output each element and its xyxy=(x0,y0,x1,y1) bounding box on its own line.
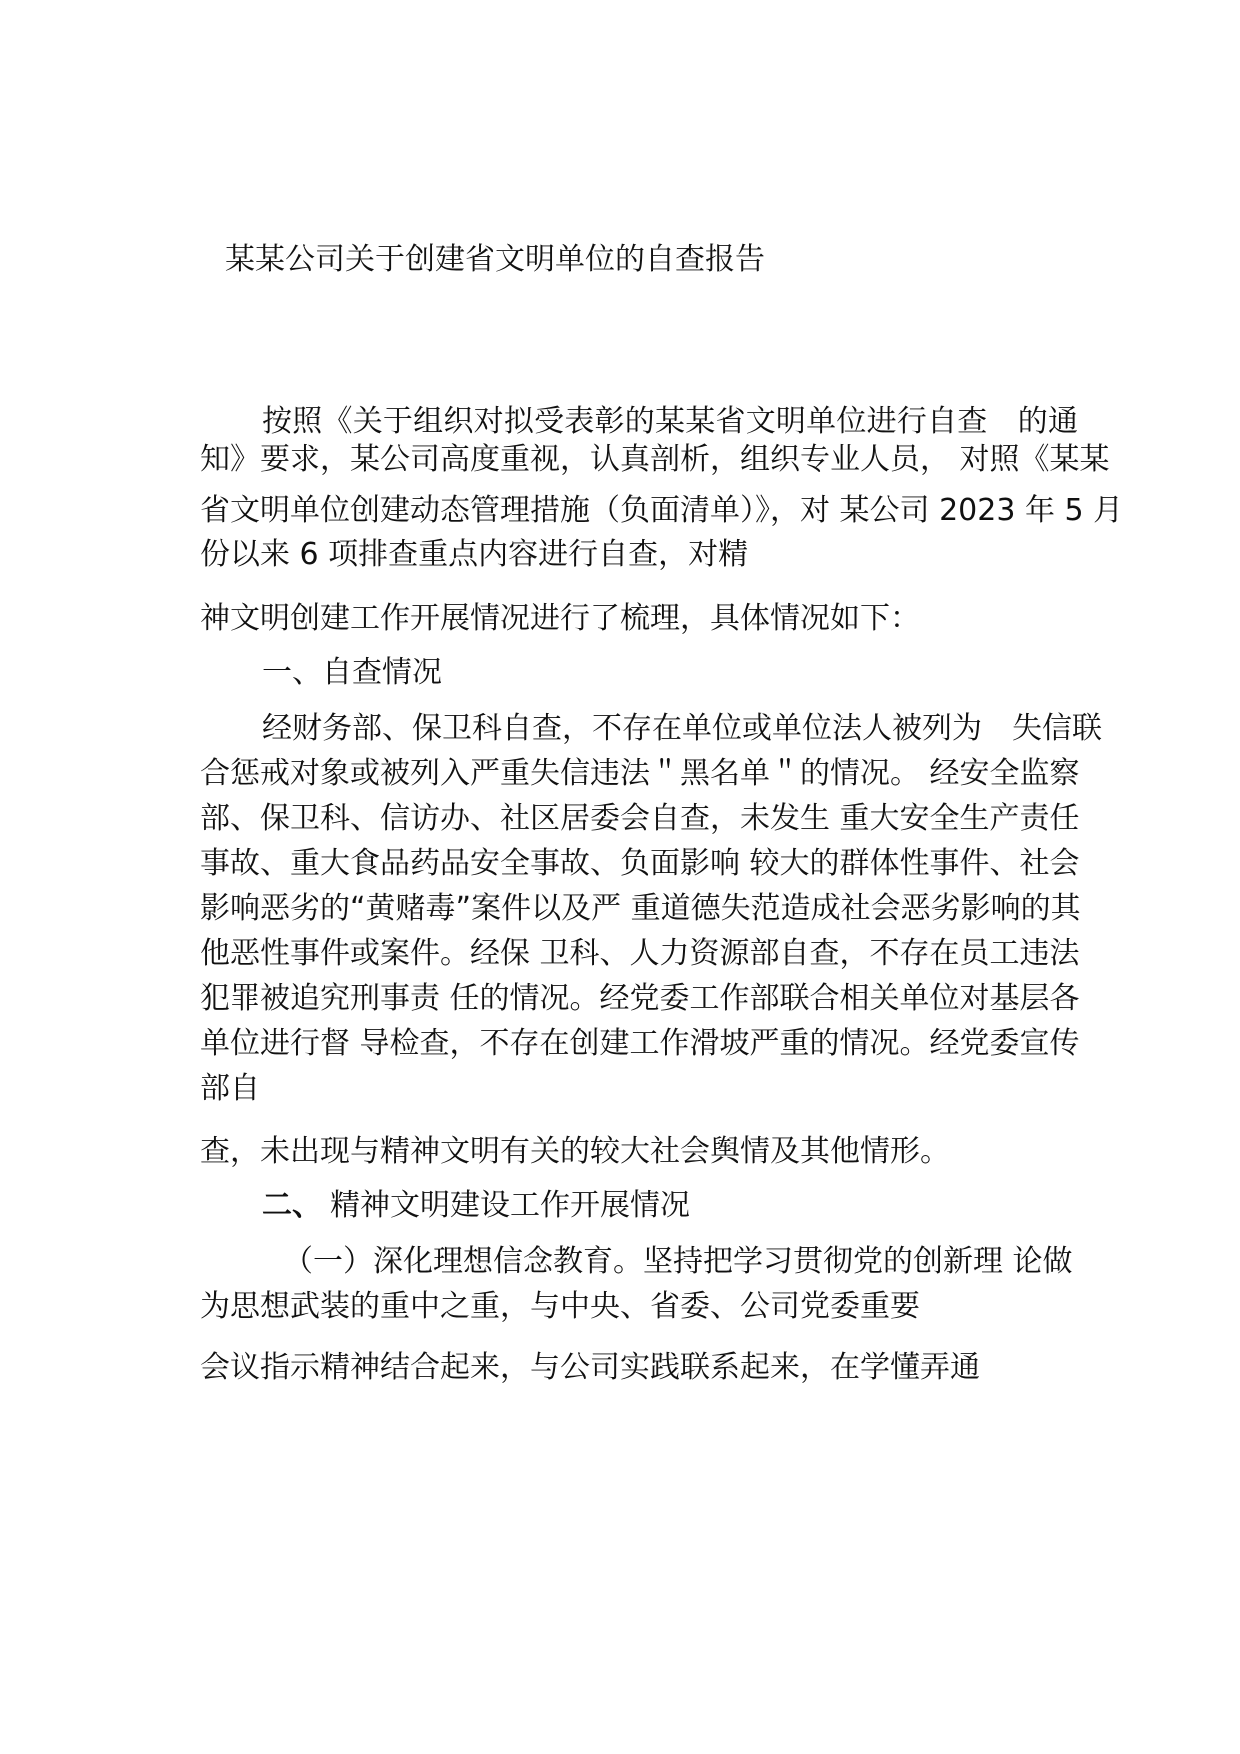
paragraph-line: 部自 xyxy=(200,1071,260,1106)
paragraph-line: 影响恶劣的“黄赌毒”案件以及严 重道德失范造成社会恶劣影响的其 xyxy=(200,891,1081,926)
section-heading-2-text: 精神文明建设工作开展情况 xyxy=(330,1188,690,1223)
paragraph-line: 查，未出现与精神文明有关的较大社会舆情及其他情形。 xyxy=(200,1134,950,1169)
paragraph-line: 会议指示精神结合起来，与公司实践联系起来，在学懂弄通 xyxy=(200,1350,980,1385)
paragraph-line: 单位进行督 导检查，不存在创建工作滑坡严重的情况。经党委宣传 xyxy=(200,1026,1080,1061)
paragraph-line: 省文明单位创建动态管理措施（负面清单）》，对 某公司 2023 年 5 月 xyxy=(200,493,1124,528)
paragraph-line: 犯罪被追究刑事责 任的情况。经党委工作部联合相关单位对基层各 xyxy=(200,981,1080,1016)
paragraph-line: 按照《关于组织对拟受表彰的某某省文明单位进行自查 的通 xyxy=(262,404,1078,439)
paragraph-line: 知》要求，某公司高度重视，认真剖析，组织专业人员， 对照《某某 xyxy=(200,442,1110,477)
paragraph-line: 神文明创建工作开展情况进行了梳理，具体情况如下： xyxy=(200,601,920,636)
paragraph-line: 部、保卫科、信访办、社区居委会自查，未发生 重大安全生产责任 xyxy=(200,801,1080,836)
section-heading-2-number: 二、 xyxy=(262,1188,322,1223)
paragraph-line: 经财务部、保卫科自查，不存在单位或单位法人被列为 失信联 xyxy=(262,711,1102,746)
paragraph-line: 合惩戒对象或被列入严重失信违法＂黑名单＂的情况。 经安全监察 xyxy=(200,756,1080,791)
paragraph-line: 份以来 6 项排查重点内容进行自查，对精 xyxy=(200,537,749,572)
paragraph-line: 他恶性事件或案件。经保 卫科、人力资源部自查，不存在员工违法 xyxy=(200,936,1080,971)
paragraph-line: （一）深化理想信念教育。坚持把学习贯彻党的创新理 论做 xyxy=(283,1244,1073,1279)
paragraph-line: 为思想武装的重中之重，与中央、省委、公司党委重要 xyxy=(200,1289,920,1324)
section-heading-1: 一、自查情况 xyxy=(262,655,442,690)
document-title: 某某公司关于创建省文明单位的自查报告 xyxy=(225,242,765,277)
paragraph-line: 事故、重大食品药品安全事故、负面影响 较大的群体性事件、社会 xyxy=(200,846,1080,881)
